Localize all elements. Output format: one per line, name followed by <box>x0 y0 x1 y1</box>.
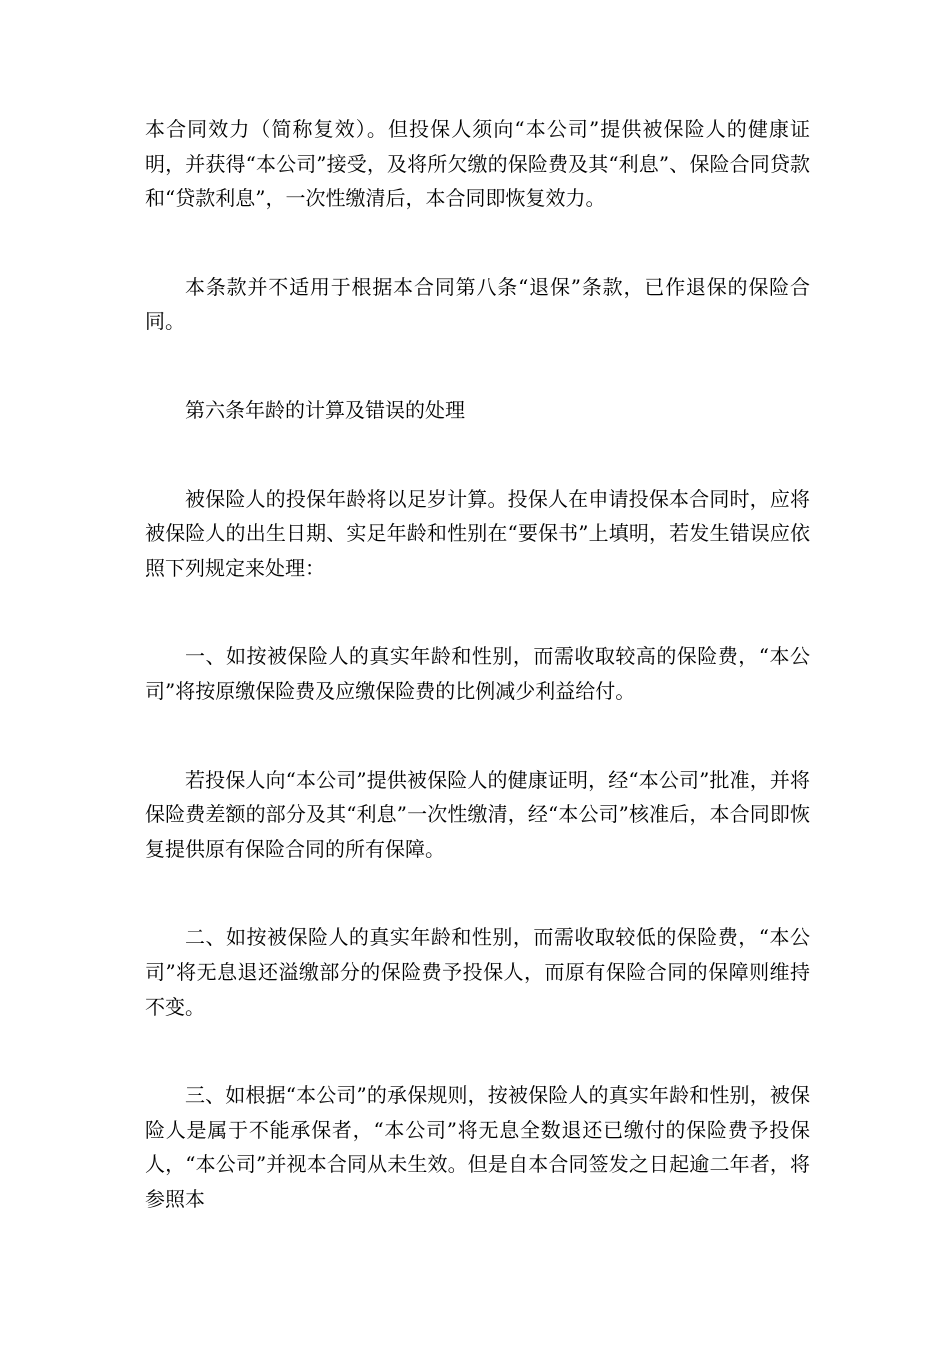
paragraph-gap <box>145 709 810 763</box>
paragraph-item-1: 一、如按被保险人的真实年龄和性别，而需收取较高的保险费，“本公司”将按原缴保险费及应缴保险费的比例减少利益给付。 <box>145 644 810 703</box>
paragraph-gap <box>145 339 810 393</box>
paragraph-not-applicable: 本条款并不适用于根据本合同第八条“退保”条款，已作退保的保险合同。 <box>145 274 810 334</box>
paragraph-item-2: 二、如按被保险人的真实年龄和性别，而需收取较低的保险费，“本公司”将无息退还溢缴部分的保险费予投保人，而原有保险合同的保障则维持不变。 <box>145 925 810 1019</box>
paragraph-gap <box>145 428 810 482</box>
paragraph-reinstatement: 本合同效力（简称复效）。但投保人须向“本公司”提供被保险人的健康证明，并获得“本公司”接受，及将所欠缴的保险费及其“利息”、保险合同贷款和“贷款利息”，一次性缴清后，本合同即恢复效力。 <box>145 117 810 211</box>
document-body <box>145 112 810 1216</box>
paragraph-item-1-supplement: 若投保人向“本公司”提供被保险人的健康证明，经“本公司”批准，并将保险费差额的部分及其“利息”一次性缴清，经“本公司”核准后，本合同即恢复提供原有保险合同的所有保障。 <box>145 767 810 861</box>
section-heading-article-6: 第六条年龄的计算及错误的处理 <box>185 397 465 422</box>
paragraph-gap <box>145 585 810 639</box>
paragraph-gap <box>145 1024 810 1078</box>
paragraph-age-calculation: 被保险人的投保年龄将以足岁计算。投保人在申请投保本合同时，应将被保险人的出生日期、实足年龄和性别在“要保书”上填明，若发生错误应依照下列规定来处理： <box>145 486 810 580</box>
paragraph-gap <box>145 216 810 270</box>
paragraph-gap <box>145 866 810 920</box>
paragraph-item-3: 三、如根据“本公司”的承保规则，按被保险人的真实年龄和性别，被保险人是属于不能承保者，“本公司”将无息全数退还已缴付的保险费予投保人，“本公司”并视本合同从未生效。但是自本合同签发之日起逾二年者，将参照本 <box>145 1083 810 1211</box>
